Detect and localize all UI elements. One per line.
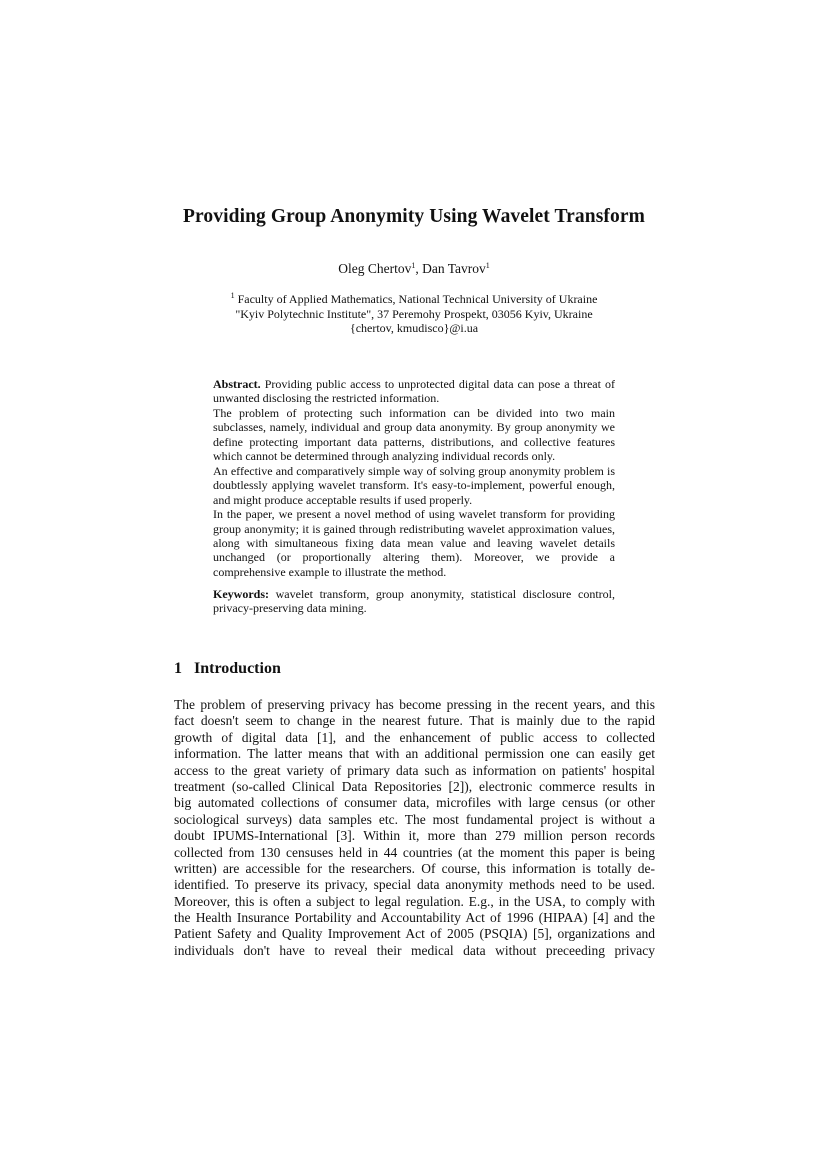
affiliation-block — [0, 292, 828, 336]
body-line: Moreover, this is often a subject to legal regulation. E.g., in the USA, to comply with — [174, 893, 655, 909]
affiliation-line: $^1$ Faculty of Applied Mathematics, National Technical University of Ukraine — [230, 291, 598, 306]
abstract-paragraph: In the paper, we present a novel method of using wavelet transform for providing group anonymity; it is gained through redistributing wavelet approximation values, along with simultaneous fixing data mean value and leaving wavelet details unchanged (or proportionally altering them). Moreover, we provide a comprehensive example to illustrate the method. — [213, 507, 615, 579]
author-separator: , — [415, 261, 423, 276]
section-heading — [174, 660, 281, 678]
body-line: the Health Insurance Portability and Accountability Act of 1996 (HIPAA) [4] and the — [174, 910, 655, 926]
keywords-label: Keywords: — [213, 587, 269, 601]
body-line: growth of digital data [1], and the enhancement of public access to collected — [174, 729, 655, 745]
section-body — [174, 697, 655, 959]
body-line: treatment (so-called Clinical Data Repositories [2]), electronic commerce results in — [174, 778, 655, 794]
body-line: information. The latter means that with an additional permission one can easily get — [174, 746, 655, 762]
body-line: doubt IPUMS-International [3]. Within it, more than 279 million person records — [174, 828, 655, 844]
body-line: Patient Safety and Quality Improvement Act of 2005 (PSQIA) [5], organizations and — [174, 926, 655, 942]
body-line: written) are accessible for the researchers. Of course, this information is totally de- — [174, 860, 655, 876]
section-title: Introduction — [194, 660, 281, 677]
abstract — [213, 377, 615, 579]
author-name: Dan Tavrov — [422, 261, 486, 276]
abstract-paragraph: An effective and comparatively simple way of solving group anonymity problem is doubtlessly applying wavelet transform. It's easy-to-implement, powerful enough, and might produce acceptable results if used properly. — [213, 463, 615, 507]
affiliation-line: "Kyiv Polytechnic Institute", 37 Peremohy Prospekt, 03056 Kyiv, Ukraine — [235, 306, 593, 321]
affiliation-marker: 1 — [485, 261, 490, 270]
affiliation-marker: 1 — [230, 291, 235, 300]
author-list — [0, 261, 828, 277]
body-line: fact doesn't seem to change in the nearest future. That is mainly due to the rapid — [174, 713, 655, 729]
body-line: big automated collections of consumer data, microfiles with large census (or other — [174, 795, 655, 811]
body-line: access to the great variety of primary data such as information on patients' hospital — [174, 762, 655, 778]
body-line: sociological surveys) data samples etc. The most fundamental project is without a — [174, 811, 655, 827]
body-line: collected from 130 censuses held in 44 countries (at the moment this paper is being — [174, 844, 655, 860]
body-line: individuals don't have to reveal their medical data without preceeding privacy — [174, 942, 655, 958]
paper-title: Providing Group Anonymity Using Wavelet Transform — [183, 206, 645, 227]
abstract-paragraph: Abstract. Providing public access to unprotected digital data can pose a threat of unwanted disclosing the restricted information. — [213, 377, 615, 406]
abstract-paragraph: The problem of protecting such information can be divided into two main subclasses, namely, individual and group data anonymity. By group anonymity we define protecting important data patterns, distributions, and collective features which cannot be determined through analyzing individual records only. — [213, 405, 615, 464]
keywords-text: wavelet transform, group anonymity, statistical disclosure control, privacy-preserving data mining. — [213, 587, 615, 616]
author-email: {chertov, kmudisco}@i.ua — [349, 321, 479, 335]
keywords — [213, 587, 615, 616]
section-number: 1 — [174, 660, 182, 677]
body-line: identified. To preserve its privacy, special data anonymity methods need to be used. — [174, 877, 655, 893]
body-line: The problem of preserving privacy has become pressing in the recent years, and this — [174, 697, 655, 712]
abstract-label: Abstract. — [213, 377, 261, 391]
affiliation-marker: 1 — [411, 261, 416, 270]
author-name: Oleg Chertov — [338, 261, 412, 276]
